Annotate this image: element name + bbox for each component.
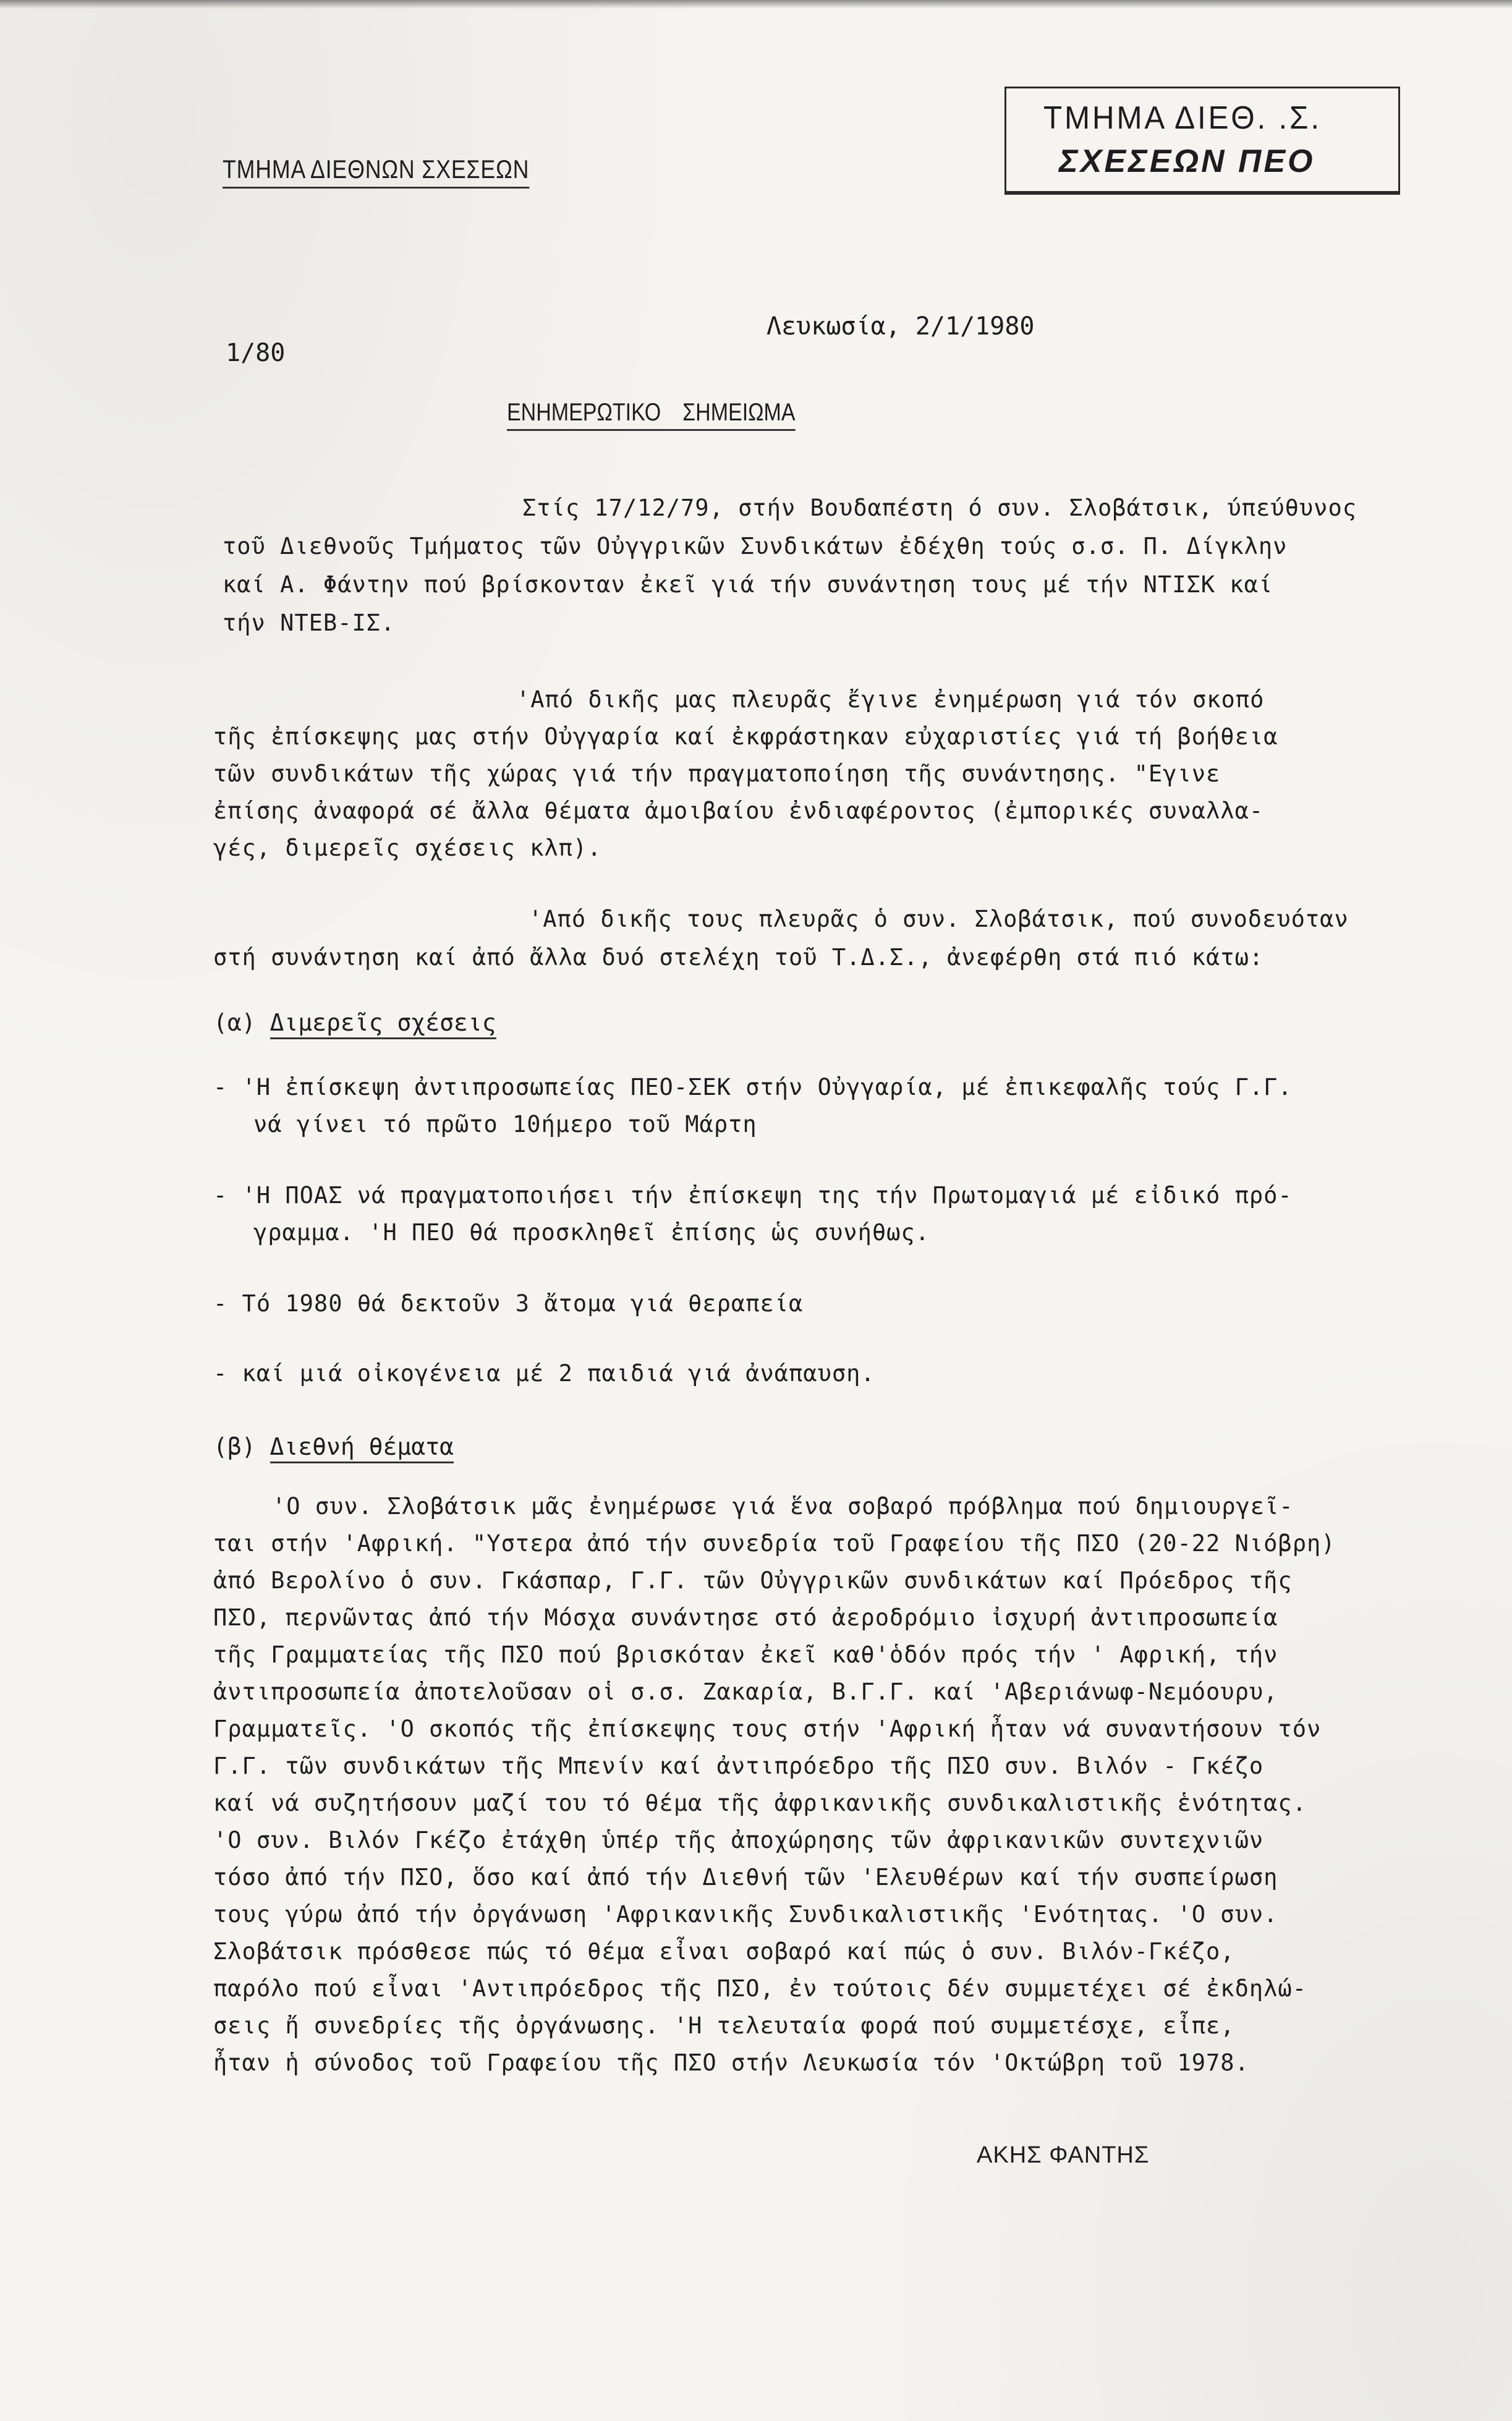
para4-line: Γραμματεῖς. 'Ο σκοπός τῆς ἐπίσκεψης τους στήν 'Αφρική ἦταν νά συναντήσουν τόν [213,1716,1322,1742]
para2-line: γές, διμερεῖς σχέσεις κλπ). [213,835,602,861]
para2-line: τῶν συνδικάτων τῆς χώρας γιά τήν πραγματοποίηση τῆς συνάντησης. "Εγινε [213,760,1221,787]
department-stamp [1004,87,1400,195]
para1-line: τοῦ Διεθνοῦς Τμήματος τῶν Οὐγγρικῶν Συνδικάτων ἐδέχθη τούς σ.σ. Π. Δίγκλην [223,533,1288,560]
para4-line: ἀπό Βερολίνο ὁ συν. Γκάσπαρ, Γ.Γ. τῶν Οὐγγρικῶν συνδικάτων καί Πρόεδρος τῆς [213,1567,1293,1594]
para4-line: ἀντιπροσωπεία ἀποτελοῦσαν οἱ σ.σ. Ζακαρία, Β.Γ.Γ. καί 'Αβεριάνωφ-Νεμόουρυ, [213,1679,1278,1705]
section-a-title: Διμερεῖς σχέσεις [270,1009,496,1039]
department-header: ΤΜΗΜΑ ΔΙΕΘΝΩΝ ΣΧΕΣΕΩΝ [223,155,529,189]
para4-line: Σλοβάτσικ πρόσθεσε πώς τό θέμα εἶναι σοβαρό καί πώς ὁ συν. Βιλόν-Γκέζο, [213,1938,1235,1965]
para2-line: τῆς ἐπίσκεψης μας στήν Οὐγγαρία καί ἐκφράστηκαν εὐχαριστίες γιά τή βοήθεια [213,723,1278,750]
section-a-heading [213,1009,496,1036]
para2-line: 'Από δικῆς μας πλευρᾶς ἔγινε ἐνημέρωση γιά τόν σκοπό [516,686,1265,713]
stamp-line-1: ΤΜΗΜΑ ΔΙΕΘ. .Σ. [1043,100,1322,136]
section-b-title: Διεθνή θέματα [270,1433,454,1463]
para1-line: τήν ΝΤΕΒ-ΙΣ. [223,610,396,636]
para4-line: ἦταν ἡ σύνοδος τοῦ Γραφείου τῆς ΠΣΟ στήν Λευκωσία τόν 'Οκτώβρη τοῦ 1978. [213,2049,1249,2076]
para4-line: 'Ο συν. Βιλόν Γκέζο ἐτάχθη ὑπέρ τῆς ἀποχώρησης τῶν ἀφρικανικῶν συντεχνιῶν [213,1827,1264,1853]
para3-line: στή συνάντηση καί ἀπό ἄλλα δυό στελέχη τοῦ Τ.Δ.Σ., ἀνεφέρθη στά πιό κάτω: [213,944,1264,971]
para4-line: παρόλο πού εἶναι 'Αντιπρόεδρος τῆς ΠΣΟ, ἐν τούτοις δέν συμμετέχει σέ ἐκδηλώ- [213,1975,1307,2002]
para4-line: καί νά συζητήσουν μαζί του τό θέμα τῆς ἀφρικανικῆς συνδικαλιστικῆς ἑνότητας. [213,1790,1307,1816]
para4-line: σεις ἤ συνεδρίες τῆς ὀργάνωσης. 'Η τελευταία φορά πού συμμετέσχε, εἶπε, [213,2012,1235,2039]
signature-name: ΑΚΗΣ ΦΑΝΤΗΣ [977,2142,1150,2168]
para1-line: καί Α. Φάντην πού βρίσκονταν ἐκεῖ γιά τήν συνάντηση τους μέ τήν ΝΤΙΣΚ καί [223,571,1273,598]
bullet-line: - 'Η ΠΟΑΣ νά πραγματοποιήσει τήν ἐπίσκεψη της τήν Πρωτομαγιά μέ εἰδικό πρό- [213,1182,1293,1209]
para3-line: 'Από δικῆς τους πλευρᾶς ὁ συν. Σλοβάτσικ, πού συνοδευόταν [529,906,1349,932]
bullet-line: γραμμα. 'Η ΠΕΟ θά προσκληθεῖ ἐπίσης ὡς συνήθως. [253,1219,930,1246]
bullet-line: - καί μιά οἰκογένεια μέ 2 παιδιά γιά ἀνάπαυση. [213,1360,875,1387]
section-b-label: (β) [213,1433,256,1460]
para4-line: ΠΣΟ, περνῶντας ἀπό τήν Μόσχα συνάντησε στό ἀεροδρόμιο ἰσχυρή ἀντιπροσωπεία [213,1604,1278,1631]
bullet-line: - 'Η ἐπίσκεψη ἀντιπροσωπείας ΠΕΟ-ΣΕΚ στήν Οὐγγαρία, μέ ἐπικεφαλῆς τούς Γ.Γ. [213,1074,1293,1100]
section-a-label: (α) [213,1009,256,1036]
stamp-line-2: ΣΧΕΣΕΩΝ ΠΕΟ [1059,143,1315,179]
place-date: Λευκωσία, 2/1/1980 [767,312,1035,341]
reference-number: 1/80 [226,339,286,367]
para4-line: τους γύρω ἀπό τήν ὀργάνωση 'Αφρικανικῆς Συνδικαλιστικῆς 'Ενότητας. 'Ο συν. [213,1901,1278,1928]
para4-line: ται στήν 'Αφρική. "Υστερα ἀπό τήν συνεδρία τοῦ Γραφείου τῆς ΠΣΟ (20-22 Νιόβρη) [213,1530,1336,1557]
para4-line: 'Ο συν. Σλοβάτσικ μᾶς ἐνημέρωσε γιά ἕνα σοβαρό πρόβλημα πού δημιουργεῖ- [272,1493,1294,1520]
para1-line: Στίς 17/12/79, στήν Βουδαπέστη ό συν. Σλοβάτσικ, ύπεύθυνος [522,495,1357,521]
para4-line: τόσο ἀπό τήν ΠΣΟ, ὅσο καί ἀπό τήν Διεθνή τῶν 'Ελευθέρων καί τήν συσπείρωση [213,1864,1278,1891]
bullet-line: - Τό 1980 θά δεκτοῦν 3 ἄτομα γιά θεραπεία [213,1290,804,1317]
para2-line: ἐπίσης ἀναφορά σέ ἄλλα θέματα ἀμοιβαίου ἐνδιαφέροντος (ἐμπορικές συναλλα- [213,798,1264,824]
scan-edge [0,0,1512,9]
memo-title: ΕΝΗΜΕΡΩΤΙΚΟ ΣΗΜΕΙΩΜΑ [507,399,796,431]
para4-line: Γ.Γ. τῶν συνδικάτων τῆς Μπενίν καί ἀντιπρόεδρο τῆς ΠΣΟ συν. Βιλόν - Γκέζο [213,1753,1264,1779]
para4-line: τῆς Γραμματείας τῆς ΠΣΟ πού βρισκόταν ἐκεῖ καθ'ὁδόν πρός τήν ' Αφρική, τήν [213,1641,1278,1668]
bullet-line: νά γίνει τό πρῶτο 10ήμερο τοῦ Μάρτη [253,1111,757,1138]
section-b-heading [213,1433,454,1460]
